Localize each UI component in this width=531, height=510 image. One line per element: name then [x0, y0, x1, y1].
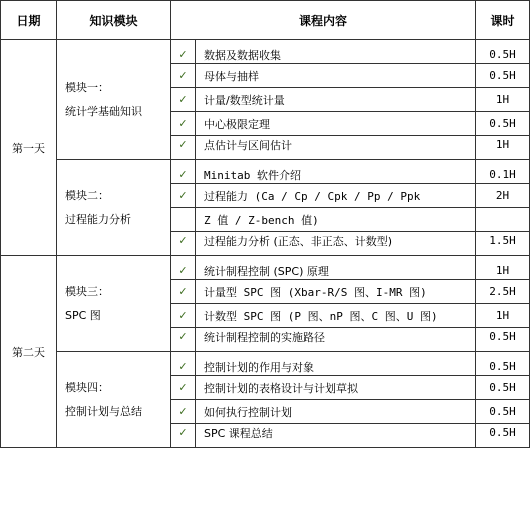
module-subtitle: SPC 图 — [65, 308, 101, 322]
topic-text-continued: Z 值 / Z-bench 值) — [196, 208, 476, 232]
table-row — [1, 40, 530, 64]
check-icon: ✓ — [171, 328, 196, 352]
topic-text: SPC 课程总结 — [196, 424, 476, 448]
hours-value: 1H — [476, 88, 530, 112]
hours-value: 0.5H — [476, 112, 530, 136]
module-title: 模块二： — [65, 188, 109, 202]
check-icon: ✓ — [171, 112, 196, 136]
table-row — [1, 160, 530, 184]
check-icon: ✓ — [171, 88, 196, 112]
table-row — [1, 352, 530, 376]
check-icon: ✓ — [171, 136, 196, 160]
module-title: 模块一： — [65, 80, 109, 94]
check-icon: ✓ — [171, 280, 196, 304]
table-header-row — [1, 1, 530, 40]
hours-value: 0.1H — [476, 160, 530, 184]
topic-text: 计量型 SPC 图 (Xbar-R/S 图、I-MR 图) — [196, 280, 476, 304]
hours-value: 2H — [476, 184, 530, 208]
topic-text: 中心极限定理 — [196, 112, 476, 136]
header-module: 知识模块 — [57, 1, 171, 40]
hours-value: 2.5H — [476, 280, 530, 304]
day-label: 第一天 — [1, 40, 57, 256]
table-body — [1, 40, 530, 448]
table-row — [1, 256, 530, 280]
hours-value: 0.5H — [476, 400, 530, 424]
topic-text: 过程能力分析 (正态、非正态、计数型) — [196, 232, 476, 256]
check-icon: ✓ — [171, 40, 196, 64]
check-icon: ✓ — [171, 160, 196, 184]
module-cell — [57, 40, 171, 160]
topic-text: 如何执行控制计划 — [196, 400, 476, 424]
hours-value: 1H — [476, 304, 530, 328]
topic-text: 计量/数型统计量 — [196, 88, 476, 112]
topic-text: 控制计划的表格设计与计划草拟 — [196, 376, 476, 400]
module-subtitle: 控制计划与总结 — [65, 404, 142, 418]
hours-value: 1H — [476, 256, 530, 280]
check-icon: ✓ — [171, 256, 196, 280]
check-icon: ✓ — [171, 304, 196, 328]
hours-value: 0.5H — [476, 424, 530, 448]
hours-value: 0.5H — [476, 328, 530, 352]
check-icon: ✓ — [171, 400, 196, 424]
hours-value: 1H — [476, 136, 530, 160]
hours-value: 0.5H — [476, 352, 530, 376]
topic-text: 母体与抽样 — [196, 64, 476, 88]
check-icon: ✓ — [171, 232, 196, 256]
topic-text: 点估计与区间估计 — [196, 136, 476, 160]
module-cell — [57, 352, 171, 448]
module-title: 模块三： — [65, 284, 109, 298]
module-cell — [57, 256, 171, 352]
topic-text: 数据及数据收集 — [196, 40, 476, 64]
topic-text: 过程能力 (Ca / Cp / Cpk / Pp / Ppk — [196, 184, 476, 208]
day-label: 第二天 — [1, 256, 57, 448]
check-icon: ✓ — [171, 352, 196, 376]
header-date: 日期 — [1, 1, 57, 40]
topic-text: 计数型 SPC 图 (P 图、nP 图、C 图、U 图) — [196, 304, 476, 328]
check-icon: ✓ — [171, 424, 196, 448]
hours-value: 0.5H — [476, 376, 530, 400]
module-subtitle: 统计学基础知识 — [65, 104, 142, 118]
check-icon: ✓ — [171, 184, 196, 208]
header-content: 课程内容 — [171, 1, 476, 40]
check-icon: ✓ — [171, 64, 196, 88]
module-cell — [57, 160, 171, 256]
module-title: 模块四： — [65, 380, 109, 394]
topic-text: Minitab 软件介绍 — [196, 160, 476, 184]
module-subtitle: 过程能力分析 — [65, 212, 131, 226]
hours-value: 0.5H — [476, 40, 530, 64]
hours-value: 0.5H — [476, 64, 530, 88]
header-hours: 课时 — [476, 1, 530, 40]
topic-text: 控制计划的作用与对象 — [196, 352, 476, 376]
hours-value: 1.5H — [476, 232, 530, 256]
topic-text: 统计制程控制 (SPC) 原理 — [196, 256, 476, 280]
check-icon: ✓ — [171, 376, 196, 400]
topic-text: 统计制程控制的实施路径 — [196, 328, 476, 352]
